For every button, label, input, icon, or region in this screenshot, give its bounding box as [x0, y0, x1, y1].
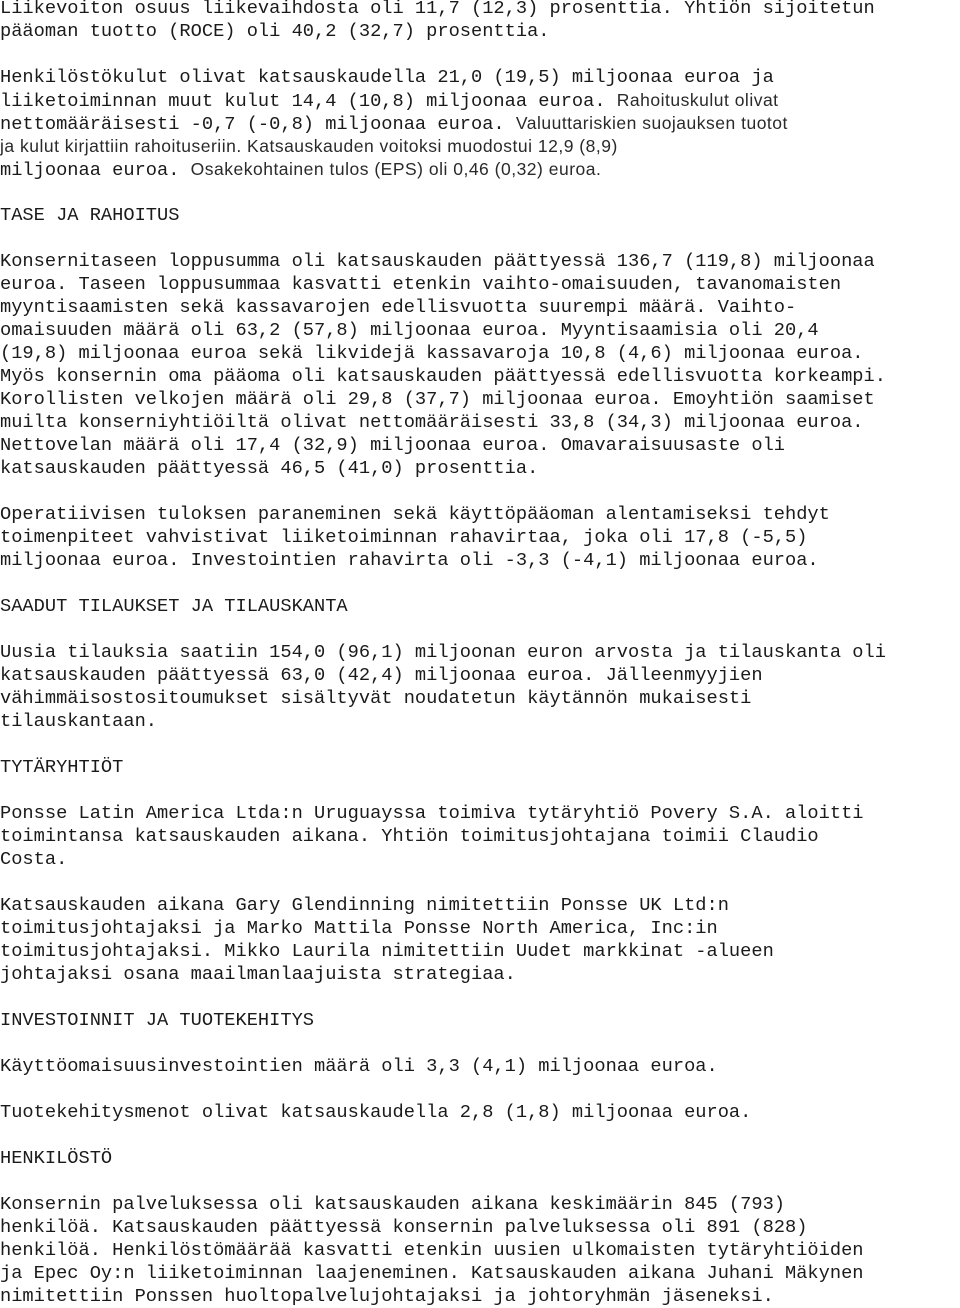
text-segment: Käyttöomaisuusinvestointien määrä oli 3,3 (4,1) miljoonaa euroa. [0, 1055, 718, 1077]
paragraph-spacer [0, 1170, 960, 1193]
text-segment: toimitusjohtajaksi. Mikko Laurila nimitettiin Uudet markkinat -alueen [0, 940, 774, 962]
section-heading [0, 1147, 960, 1170]
paragraph [0, 250, 960, 480]
text-line [0, 158, 960, 181]
text-line [0, 1055, 960, 1078]
text-line [0, 894, 960, 917]
text-line [0, 848, 960, 871]
text-segment: HENKILÖSTÖ [0, 1147, 113, 1169]
text-segment: ja Epec Oy:n liiketoiminnan laajeneminen. Katsauskauden aikana Juhani Mäkynen [0, 1262, 864, 1284]
text-segment: omaisuuden määrä oli 63,2 (57,8) miljoonaa euroa. Myyntisaamisia oli 20,4 [0, 319, 819, 341]
text-line [0, 940, 960, 963]
paragraph-spacer [0, 1078, 960, 1101]
paragraph [0, 1055, 960, 1078]
paragraph-spacer [0, 618, 960, 641]
text-segment: nimitettiin Ponssen huoltopalvelujohtajaksi ja johtoryhmän jäseneksi. [0, 1285, 774, 1307]
section-heading [0, 1009, 960, 1032]
text-segment: toimitusjohtajaksi ja Marko Mattila Ponsse North America, Inc:in [0, 917, 718, 939]
text-segment: TYTÄRYHTIÖT [0, 756, 124, 778]
text-line [0, 296, 960, 319]
text-line [0, 1147, 960, 1170]
text-line [0, 1009, 960, 1032]
text-line [0, 687, 960, 710]
text-segment: Nettovelan määrä oli 17,4 (32,9) miljoonaa euroa. Omavaraisuusaste oli [0, 434, 786, 456]
paragraph-spacer [0, 733, 960, 756]
paragraph-spacer [0, 1032, 960, 1055]
text-segment: SAADUT TILAUKSET JA TILAUSKANTA [0, 595, 348, 617]
text-line [0, 664, 960, 687]
text-segment: Ponsse Latin America Ltda:n Uruguayssa toimiva tytäryhtiö Povery S.A. aloitti [0, 802, 864, 824]
text-line [0, 756, 960, 779]
section-heading [0, 204, 960, 227]
text-line [0, 641, 960, 664]
text-line [0, 526, 960, 549]
paragraph-spacer [0, 871, 960, 894]
paragraph [0, 66, 960, 181]
text-segment: nettomääräisesti -0,7 (-0,8) miljoonaa euroa. [0, 113, 516, 135]
text-segment: Osakekohtainen tulos (EPS) oli 0,46 (0,32) euroa. [190, 159, 602, 179]
text-line [0, 963, 960, 986]
text-line [0, 1193, 960, 1216]
text-segment: pääoman tuotto (ROCE) oli 40,2 (32,7) prosenttia. [0, 20, 550, 42]
paragraph-spacer [0, 480, 960, 503]
text-line [0, 1262, 960, 1285]
text-segment: Valuuttariskien suojauksen tuotot [515, 113, 788, 133]
text-line [0, 342, 960, 365]
paragraph-spacer [0, 779, 960, 802]
text-segment: Katsauskauden aikana Gary Glendinning nimitettiin Ponsse UK Ltd:n [0, 894, 729, 916]
paragraph [0, 1101, 960, 1124]
text-segment: katsauskauden päättyessä 63,0 (42,4) miljoonaa euroa. Jälleenmyyjien [0, 664, 763, 686]
paragraph [0, 894, 960, 986]
text-segment: INVESTOINNIT JA TUOTEKEHITYS [0, 1009, 315, 1031]
text-segment: toimintansa katsauskauden aikana. Yhtiön toimitusjohtajana toimii Claudio [0, 825, 819, 847]
text-segment: miljoonaa euroa. Investointien rahavirta oli -3,3 (-4,1) miljoonaa euroa. [0, 549, 819, 571]
text-segment: muilta konserniyhtiöiltä olivat nettomääräisesti 33,8 (34,3) miljoonaa euroa. [0, 411, 864, 433]
text-segment: Myös konsernin oma pääoma oli katsauskauden päättyessä edellisvuotta korkeampi. [0, 365, 886, 387]
text-line [0, 20, 960, 43]
text-segment: katsauskauden päättyessä 46,5 (41,0) prosenttia. [0, 457, 539, 479]
section-heading [0, 595, 960, 618]
text-segment: Rahoituskulut olivat [616, 90, 779, 110]
section-heading [0, 756, 960, 779]
text-segment: Liikevoiton osuus liikevaihdosta oli 11,7 (12,3) prosenttia. Yhtiön sijoitetun [0, 0, 875, 19]
text-line [0, 89, 960, 112]
text-line [0, 66, 960, 89]
paragraph-spacer [0, 986, 960, 1009]
text-line [0, 204, 960, 227]
text-segment: euroa. Taseen loppusummaa kasvatti etenkin vaihto-omaisuuden, tavanomaisten [0, 273, 842, 295]
text-segment: Henkilöstökulut olivat katsauskaudella 21,0 (19,5) miljoonaa euroa ja [0, 66, 774, 88]
text-line [0, 388, 960, 411]
text-segment: liiketoiminnan muut kulut 14,4 (10,8) miljoonaa euroa. [0, 90, 617, 112]
text-segment: ja kulut kirjattiin rahoituseriin. [0, 136, 248, 156]
text-segment: henkilöä. Henkilöstömäärää kasvatti etenkin uusien ulkomaisten tytäryhtiöiden [0, 1239, 864, 1261]
text-segment: TASE JA RAHOITUS [0, 204, 180, 226]
text-line [0, 1101, 960, 1124]
text-line [0, 825, 960, 848]
text-segment: vähimmäisostositoumukset sisältyvät noudatetun käytännön mukaisesti [0, 687, 752, 709]
paragraph-spacer [0, 1124, 960, 1147]
paragraph [0, 503, 960, 572]
text-segment: Korollisten velkojen määrä oli 29,8 (37,7) miljoonaa euroa. Emoyhtiön saamiset [0, 388, 875, 410]
text-line [0, 273, 960, 296]
text-segment: Katsauskauden voitoksi muodostui 12,9 (8,9) [247, 136, 618, 156]
text-line [0, 0, 960, 20]
text-line [0, 434, 960, 457]
text-line [0, 549, 960, 572]
text-segment: miljoonaa euroa. [0, 159, 191, 181]
text-segment: (19,8) miljoonaa euroa sekä likvidejä kassavaroja 10,8 (4,6) miljoonaa euroa. [0, 342, 864, 364]
text-segment: Costa. [0, 848, 68, 870]
text-line [0, 319, 960, 342]
text-line [0, 595, 960, 618]
text-line [0, 250, 960, 273]
text-segment: Uusia tilauksia saatiin 154,0 (96,1) miljoonan euron arvosta ja tilauskanta oli [0, 641, 886, 663]
paragraph-spacer [0, 227, 960, 250]
text-segment: Operatiivisen tuloksen paraneminen sekä käyttöpääoman alentamiseksi tehdyt [0, 503, 830, 525]
text-segment: tilauskantaan. [0, 710, 158, 732]
text-line [0, 503, 960, 526]
text-line [0, 710, 960, 733]
text-line [0, 365, 960, 388]
text-line [0, 1216, 960, 1239]
text-line [0, 1285, 960, 1308]
text-segment: Konsernitaseen loppusumma oli katsauskauden päättyessä 136,7 (119,8) miljoonaa [0, 250, 875, 272]
text-line [0, 457, 960, 480]
paragraph [0, 641, 960, 733]
text-segment: Konsernin palveluksessa oli katsauskauden aikana keskimäärin 845 (793) [0, 1193, 786, 1215]
paragraph [0, 802, 960, 871]
text-segment: Tuotekehitysmenot olivat katsauskaudella 2,8 (1,8) miljoonaa euroa. [0, 1101, 752, 1123]
text-segment: toimenpiteet vahvistivat liiketoiminnan rahavirtaa, joka oli 17,8 (-5,5) [0, 526, 808, 548]
paragraph-spacer [0, 43, 960, 66]
paragraph [0, 0, 960, 43]
paragraph-spacer [0, 572, 960, 595]
paragraph-spacer [0, 181, 960, 204]
text-line [0, 802, 960, 825]
text-segment: johtajaksi osana maailmanlaajuista strategiaa. [0, 963, 516, 985]
text-line [0, 1239, 960, 1262]
text-line [0, 411, 960, 434]
text-line [0, 917, 960, 940]
text-line [0, 135, 960, 158]
text-segment: myyntisaamisten sekä kassavarojen edellisvuotta suurempi määrä. Vaihto- [0, 296, 797, 318]
text-segment: henkilöä. Katsauskauden päättyessä konsernin palveluksessa oli 891 (828) [0, 1216, 808, 1238]
text-line [0, 112, 960, 135]
paragraph [0, 1193, 960, 1308]
